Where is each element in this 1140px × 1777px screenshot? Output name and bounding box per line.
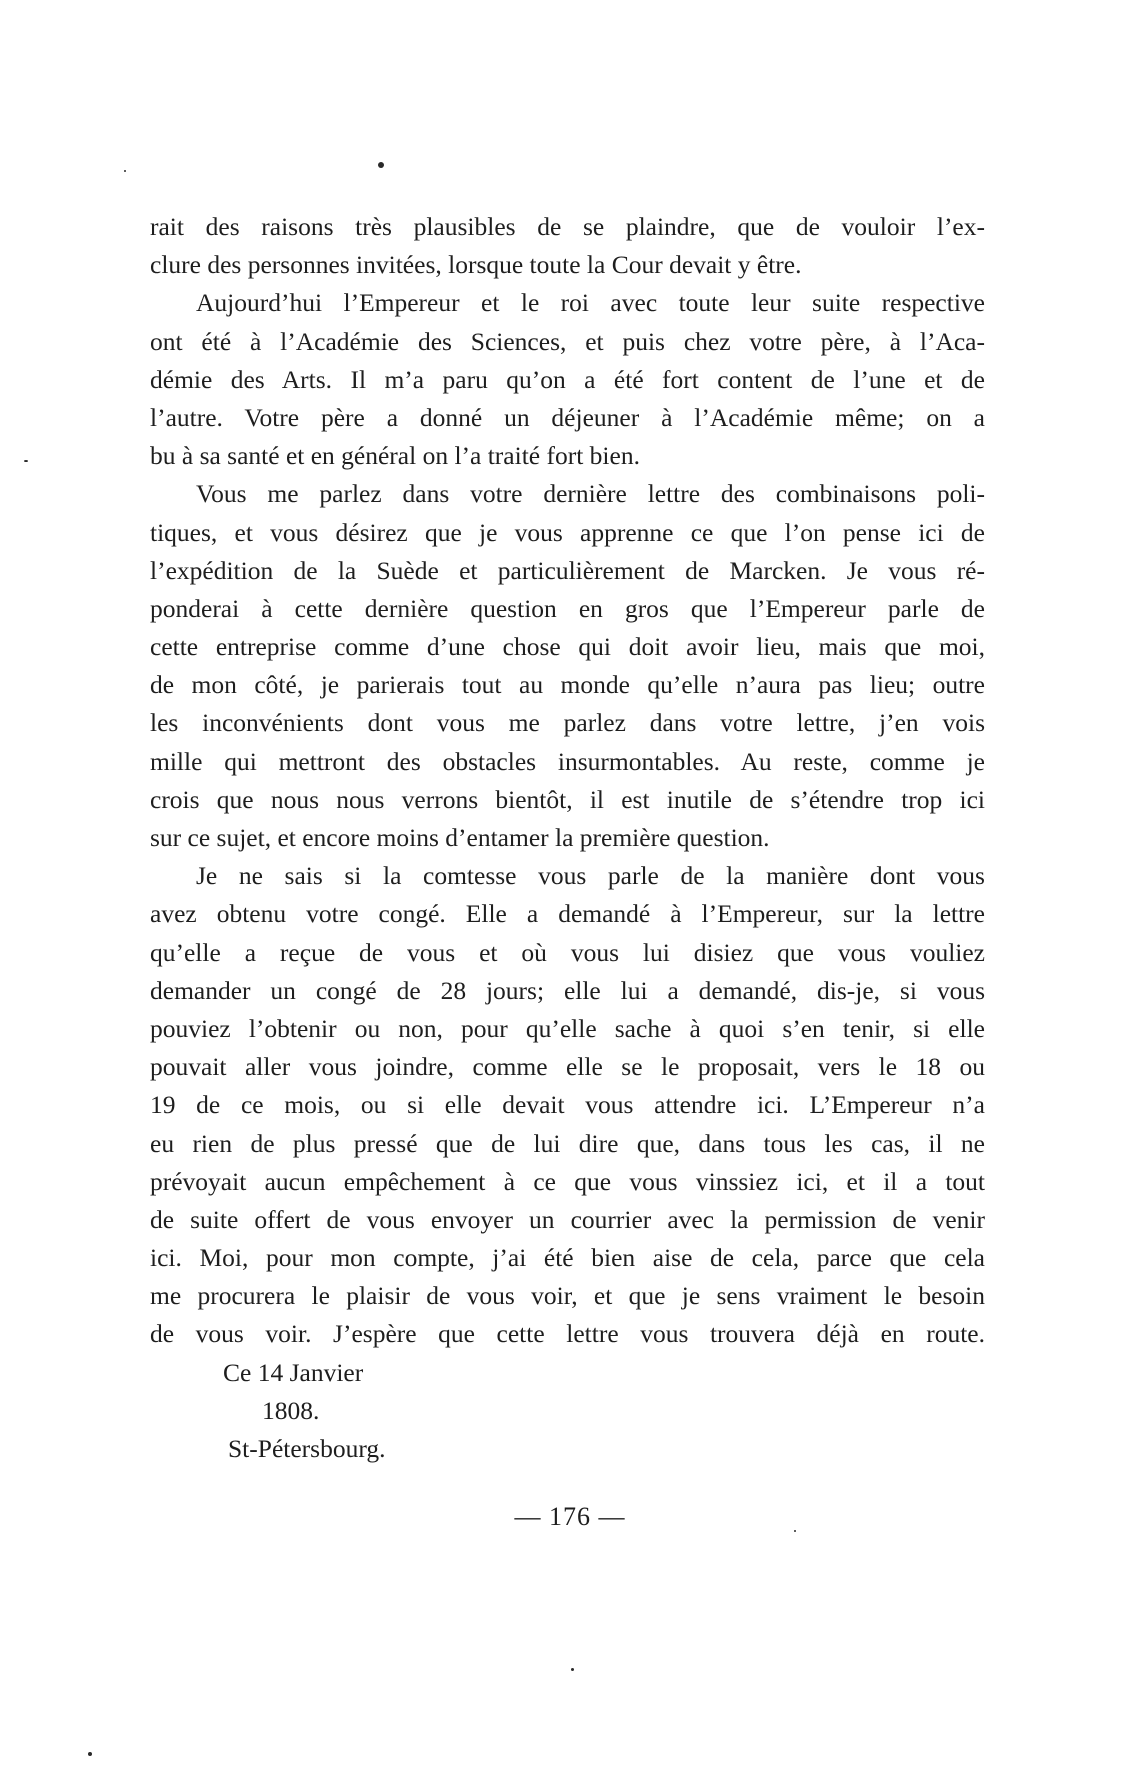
dateline-date: Ce 14 Janvier — [223, 1357, 364, 1387]
text-line: prévoyait aucun empêchement à ce que vous vinssiez ici, et il a tout — [150, 1166, 985, 1196]
paragraph — [150, 475, 985, 857]
text-line: les inconvénients dont vous me parlez dans votre lettre, j’en vois — [150, 708, 985, 738]
paragraph — [150, 208, 985, 284]
text-line: Vous me parlez dans votre dernière lettre des combinaisons poli- — [196, 479, 985, 509]
text-line: de vous voir. J’espère que cette lettre vous trouvera déjà en route. — [150, 1319, 985, 1349]
text-line: tiques, et vous désirez que je vous apprenne ce que l’on pense ici de — [150, 517, 985, 547]
scan-speck — [124, 170, 126, 172]
text-line: l’autre. Votre père a donné un déjeuner à l’Académie même; on a — [150, 402, 985, 432]
text-line: demander un congé de 28 jours; elle lui a demandé, dis-je, si vous — [150, 975, 985, 1005]
dateline-place: St-Pétersbourg. — [228, 1434, 386, 1463]
page-number: — 176 — — [514, 1502, 626, 1531]
dateline-year: 1808. — [262, 1395, 320, 1425]
text-line: ici. Moi, pour mon compte, j’ai été bien aise de cela, parce que cela — [150, 1243, 985, 1273]
scan-speck — [571, 1668, 574, 1671]
dateline — [150, 1354, 985, 1469]
text-line: pouviez l’obtenir ou non, pour qu’elle sache à quoi s’en tenir, si elle — [150, 1013, 985, 1043]
paragraph — [150, 857, 985, 1353]
text-line: Je ne sais si la comtesse vous parle de la manière dont vous — [196, 861, 985, 891]
text-line: démie des Arts. Il m’a paru qu’on a été fort content de l’une et de — [150, 364, 985, 394]
text-line: qu’elle a reçue de vous et où vous lui disiez que vous vouliez — [150, 937, 985, 967]
text-line: ponderai à cette dernière question en gros que l’Empereur parle de — [150, 593, 985, 623]
paragraph — [150, 284, 985, 475]
text-line: crois que nous nous verrons bientôt, il est inutile de s’étendre trop ici — [150, 784, 985, 814]
text-line: cette entreprise comme d’une chose qui doit avoir lieu, mais que moi, — [150, 632, 985, 662]
text-line: de mon côté, je parierais tout au monde qu’elle n’aura pas lieu; outre — [150, 670, 985, 700]
text-line: mille qui mettront des obstacles insurmontables. Au reste, comme je — [150, 746, 985, 776]
text-line: rait des raisons très plausibles de se plaindre, que de vouloir l’ex- — [150, 212, 985, 241]
text-line: sur ce sujet, et encore moins d’entamer la première question. — [150, 823, 770, 852]
text-line: ont été à l’Académie des Sciences, et puis chez votre père, à l’Aca- — [150, 326, 985, 356]
text-line: de suite offert de vous envoyer un courrier avec la permission de venir — [150, 1204, 985, 1234]
text-line: l’expédition de la Suède et particulièrement de Marcken. Je vous ré- — [150, 555, 985, 585]
text-line: avez obtenu votre congé. Elle a demandé à l’Empereur, sur la lettre — [150, 899, 985, 929]
letter-body — [150, 208, 985, 1468]
text-line: me procurera le plaisir de vous voir, et que je sens vraiment le besoin — [150, 1281, 985, 1311]
text-line: eu rien de plus pressé que de lui dire que, dans tous les cas, il ne — [150, 1128, 985, 1158]
text-line: pouvait aller vous joindre, comme elle se le proposait, vers le 18 ou — [150, 1052, 985, 1082]
text-line: Aujourd’hui l’Empereur et le roi avec toute leur suite respective — [196, 288, 985, 318]
text-line: 19 de ce mois, ou si elle devait vous attendre ici. L’Empereur n’a — [150, 1090, 985, 1120]
scan-speck — [88, 1752, 92, 1756]
text-line: bu à sa santé et en général on l’a traité fort bien. — [150, 441, 640, 471]
scan-speck — [378, 162, 384, 168]
scan-speck — [24, 460, 28, 462]
text-line: clure des personnes invitées, lorsque toute la Cour devait y être. — [150, 250, 802, 280]
